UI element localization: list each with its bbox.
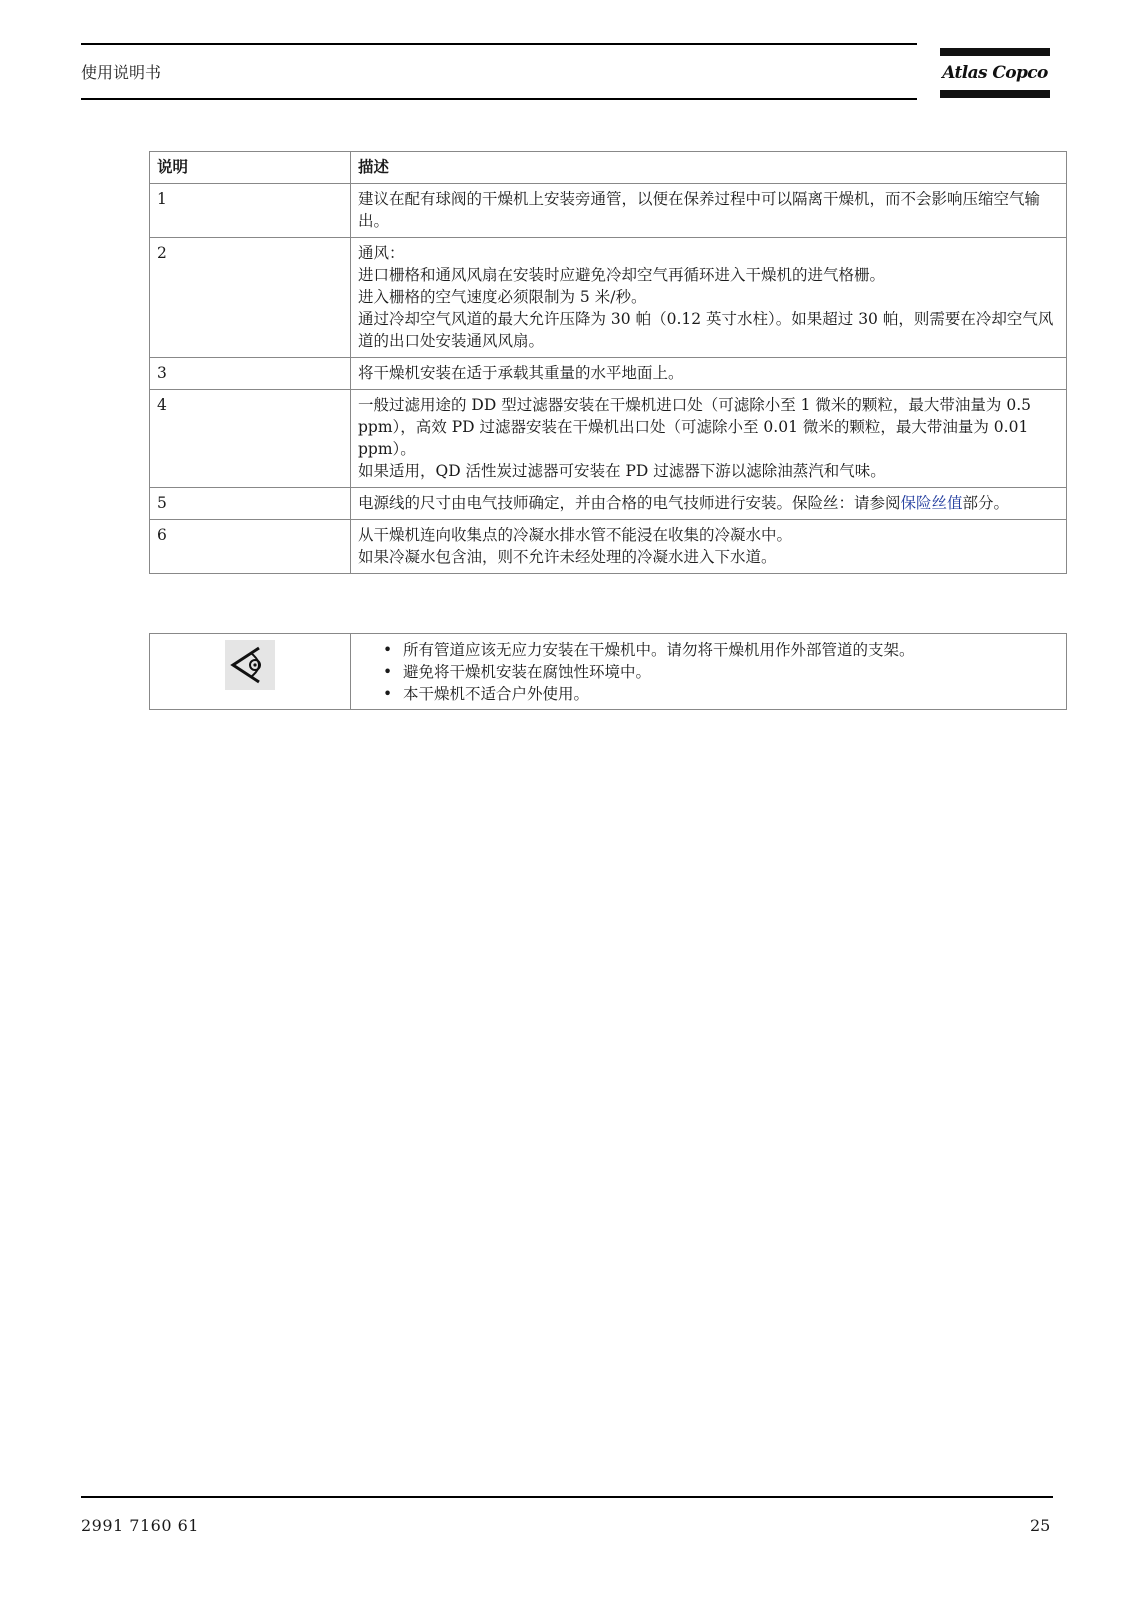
- table-row: [150, 488, 1067, 520]
- row-number: 4: [150, 390, 351, 488]
- description-line: 进入栅格的空气速度必须限制为 5 米/秒。: [358, 288, 647, 306]
- description-line: 如果适用，QD 活性炭过滤器可安装在 PD 过滤器下游以滤除油蒸汽和气味。: [358, 462, 886, 480]
- fuse-values-link[interactable]: 保险丝值: [900, 494, 963, 512]
- row-description: [351, 488, 1067, 520]
- table-row: [150, 520, 1067, 574]
- footer-rule: [81, 1496, 1053, 1498]
- table-row: [150, 390, 1067, 488]
- eye-caution-icon: [225, 640, 275, 690]
- header-cell-description: 描述: [351, 152, 1067, 184]
- row-description: [351, 358, 1067, 390]
- caution-note: [149, 633, 1067, 710]
- header-bottom-rule: [81, 98, 917, 100]
- row-number: 6: [150, 520, 351, 574]
- note-icon-cell: [150, 634, 351, 710]
- row-description: [351, 238, 1067, 358]
- note-item: • 避免将干燥机安装在腐蚀性环境中。: [383, 661, 1058, 683]
- description-text: 电源线的尺寸由电气技师确定，并由合格的电气技师进行安装。保险丝：请参阅: [358, 494, 901, 512]
- row-description: [351, 390, 1067, 488]
- table-row: [150, 358, 1067, 390]
- header-cell-legend: 说明: [150, 152, 351, 184]
- description-table: [149, 151, 1067, 574]
- row-number: 2: [150, 238, 351, 358]
- description-line: 通风：: [358, 244, 405, 262]
- description-line: 如果冷凝水包含油，则不允许未经处理的冷凝水进入下水道。: [358, 548, 777, 566]
- table-header-row: [150, 152, 1067, 184]
- document-number: 2991 7160 61: [81, 1516, 199, 1535]
- atlas-copco-logo: [940, 48, 1050, 100]
- note-text-cell: [351, 634, 1067, 710]
- description-line: 将干燥机安装在适于承载其重量的水平地面上。: [358, 364, 684, 382]
- row-number: 5: [150, 488, 351, 520]
- header-title: 使用说明书: [81, 63, 162, 82]
- header-top-rule: [81, 43, 917, 45]
- note-item: • 本干燥机不适合户外使用。: [383, 683, 1058, 705]
- description-line: 建议在配有球阀的干燥机上安装旁通管，以便在保养过程中可以隔离干燥机，而不会影响压缩空气输出。: [358, 190, 1041, 230]
- description-line: 从干燥机连向收集点的冷凝水排水管不能浸在收集的冷凝水中。: [358, 526, 793, 544]
- description-line: 一般过滤用途的 DD 型过滤器安装在干燥机进口处（可滤除小至 1 微米的颗粒，最大带油量为 0.5 ppm），高效 PD 过滤器安装在干燥机出口处（可滤除小至 0.01 微米的颗粒，最大带油量为 0.01 ppm）。: [358, 396, 1032, 458]
- page-number: 25: [1030, 1516, 1051, 1535]
- logo-text: Atlas Copco: [942, 63, 1048, 83]
- table-row: [150, 238, 1067, 358]
- description-line: 通过冷却空气风道的最大允许压降为 30 帕（0.12 英寸水柱）。如果超过 30 帕，则需要在冷却空气风道的出口处安装通风风扇。: [358, 310, 1054, 350]
- row-number: 3: [150, 358, 351, 390]
- note-list: [383, 639, 1058, 705]
- row-number: 1: [150, 184, 351, 238]
- description-line: 进口栅格和通风风扇在安装时应避免冷却空气再循环进入干燥机的进气格栅。: [358, 266, 886, 284]
- note-item: • 所有管道应该无应力安装在干燥机中。请勿将干燥机用作外部管道的支架。: [383, 639, 1058, 661]
- description-text: 部分。: [962, 494, 1010, 512]
- row-description: [351, 184, 1067, 238]
- row-description: [351, 520, 1067, 574]
- table-row: [150, 184, 1067, 238]
